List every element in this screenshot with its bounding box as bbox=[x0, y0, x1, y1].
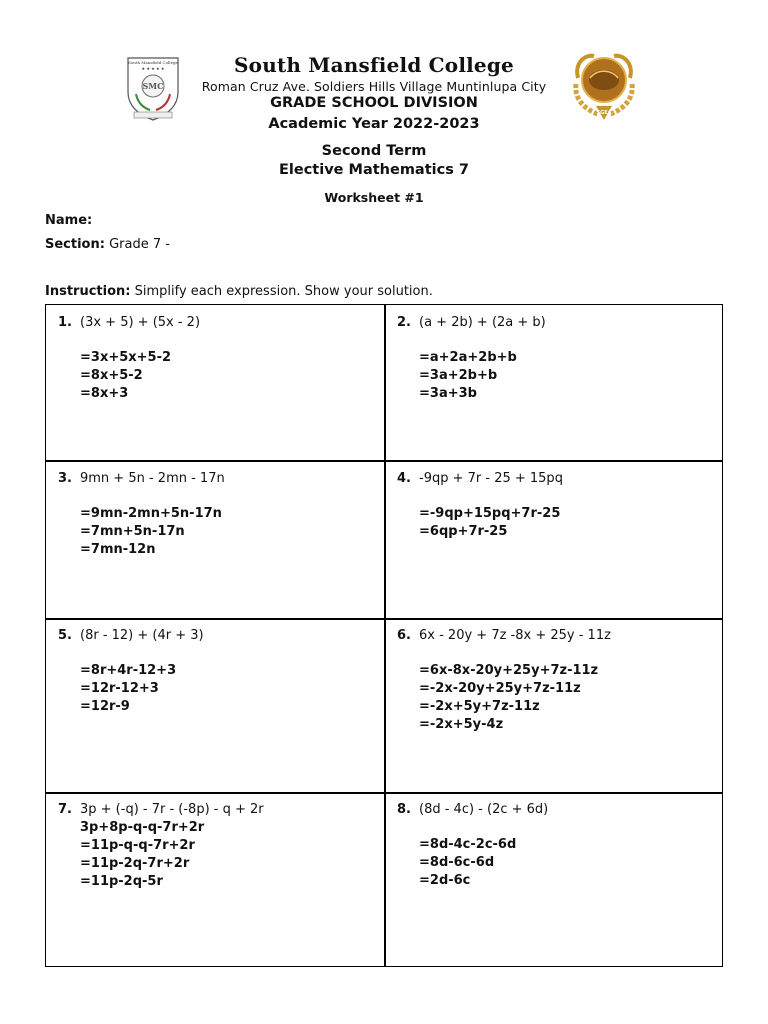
term-label: Second Term bbox=[321, 143, 427, 159]
solution-step: =a+2a+2b+b bbox=[419, 350, 517, 365]
solution-steps bbox=[419, 662, 598, 734]
solution-steps bbox=[80, 349, 171, 403]
problem-number: 6. bbox=[397, 628, 411, 643]
problem-number: 4. bbox=[397, 471, 411, 486]
solution-step: =-2x-20y+25y+7z-11z bbox=[419, 681, 581, 696]
solution-step: =11p-q-q-7r+2r bbox=[80, 838, 195, 853]
solution-steps bbox=[80, 505, 222, 559]
academic-year: Academic Year 2022-2023 bbox=[268, 116, 480, 132]
solution-step: =12r-12+3 bbox=[80, 681, 159, 696]
instruction-text: Simplify each expression. Show your solution. bbox=[134, 284, 433, 299]
problem-expression: (a + 2b) + (2a + b) bbox=[419, 315, 546, 330]
crest-monogram: SMC bbox=[142, 81, 164, 91]
solution-step: =8r+4r-12+3 bbox=[80, 663, 177, 678]
problem-expression: 3p + (-q) - 7r - (-8p) - q + 2r bbox=[80, 802, 264, 817]
solution-step: =12r-9 bbox=[80, 699, 130, 714]
solution-step: =11p-2q-7r+2r bbox=[80, 856, 190, 871]
problem-expression: (3x + 5) + (5x - 2) bbox=[80, 315, 201, 330]
name-field bbox=[45, 213, 92, 228]
section-field bbox=[45, 237, 170, 252]
solution-step: 3p+8p-q-q-7r+2r bbox=[80, 820, 205, 835]
instruction-label: Instruction: bbox=[45, 284, 131, 299]
solution-step: =7mn+5n-17n bbox=[80, 524, 185, 539]
problem-number: 1. bbox=[58, 315, 72, 330]
solution-step: =9mn-2mn+5n-17n bbox=[80, 506, 222, 521]
solution-steps bbox=[80, 819, 204, 891]
problem-number: 8. bbox=[397, 802, 411, 817]
problem-number: 7. bbox=[58, 802, 72, 817]
solution-steps bbox=[419, 349, 517, 403]
grid-divider bbox=[384, 305, 386, 966]
problem-number: 2. bbox=[397, 315, 411, 330]
solution-step: =3a+3b bbox=[419, 386, 477, 401]
problem-expression: 9mn + 5n - 2mn - 17n bbox=[80, 471, 225, 486]
solution-step: =6qp+7r-25 bbox=[419, 524, 508, 539]
problem-expression: 6x - 20y + 7z -8x + 25y - 11z bbox=[419, 628, 611, 643]
problem-grid bbox=[45, 304, 723, 967]
instruction bbox=[45, 284, 433, 299]
problem-number: 5. bbox=[58, 628, 72, 643]
section-label: Section: bbox=[45, 237, 105, 252]
svg-text:★ ★ ★ ★ ★: ★ ★ ★ ★ ★ bbox=[141, 66, 165, 71]
solution-step: =11p-2q-5r bbox=[80, 874, 163, 889]
school-division: GRADE SCHOOL DIVISION bbox=[270, 95, 478, 111]
grid-divider bbox=[46, 618, 722, 620]
solution-step: =-9qp+15pq+7r-25 bbox=[419, 506, 561, 521]
solution-steps bbox=[419, 505, 560, 541]
section-value: Grade 7 - bbox=[109, 237, 170, 252]
college-name: South Mansfield College bbox=[234, 53, 514, 77]
solution-step: =6x-8x-20y+25y+7z-11z bbox=[419, 663, 599, 678]
solution-step: =2d-6c bbox=[419, 873, 471, 888]
crest-title-text: South Mansfield College bbox=[128, 60, 178, 65]
solution-step: =-2x+5y-4z bbox=[419, 717, 504, 732]
problem-expression: -9qp + 7r - 25 + 15pq bbox=[419, 471, 563, 486]
solution-step: =3x+5x+5-2 bbox=[80, 350, 172, 365]
worksheet-number: Worksheet #1 bbox=[324, 190, 424, 205]
college-address: Roman Cruz Ave. Soldiers Hills Village Muntinlupa City bbox=[201, 79, 547, 94]
solution-step: =7mn-12n bbox=[80, 542, 156, 557]
problem-number: 3. bbox=[58, 471, 72, 486]
solution-step: =8d-4c-2c-6d bbox=[419, 837, 517, 852]
problem-expression: (8d - 4c) - (2c + 6d) bbox=[419, 802, 549, 817]
name-label: Name: bbox=[45, 213, 93, 228]
solution-step: =8x+3 bbox=[80, 386, 129, 401]
solution-step: =8d-6c-6d bbox=[419, 855, 495, 870]
problem-expression: (8r - 12) + (4r + 3) bbox=[80, 628, 204, 643]
solution-steps bbox=[80, 662, 176, 716]
solution-step: =3a+2b+b bbox=[419, 368, 498, 383]
subject-title: Elective Mathematics 7 bbox=[278, 162, 469, 178]
solution-steps bbox=[419, 836, 516, 890]
emblem-text: SGEA bbox=[596, 110, 612, 116]
solution-step: =-2x+5y+7z-11z bbox=[419, 699, 540, 714]
solution-step: =8x+5-2 bbox=[80, 368, 143, 383]
grid-divider bbox=[46, 460, 722, 462]
grid-divider bbox=[46, 792, 722, 794]
